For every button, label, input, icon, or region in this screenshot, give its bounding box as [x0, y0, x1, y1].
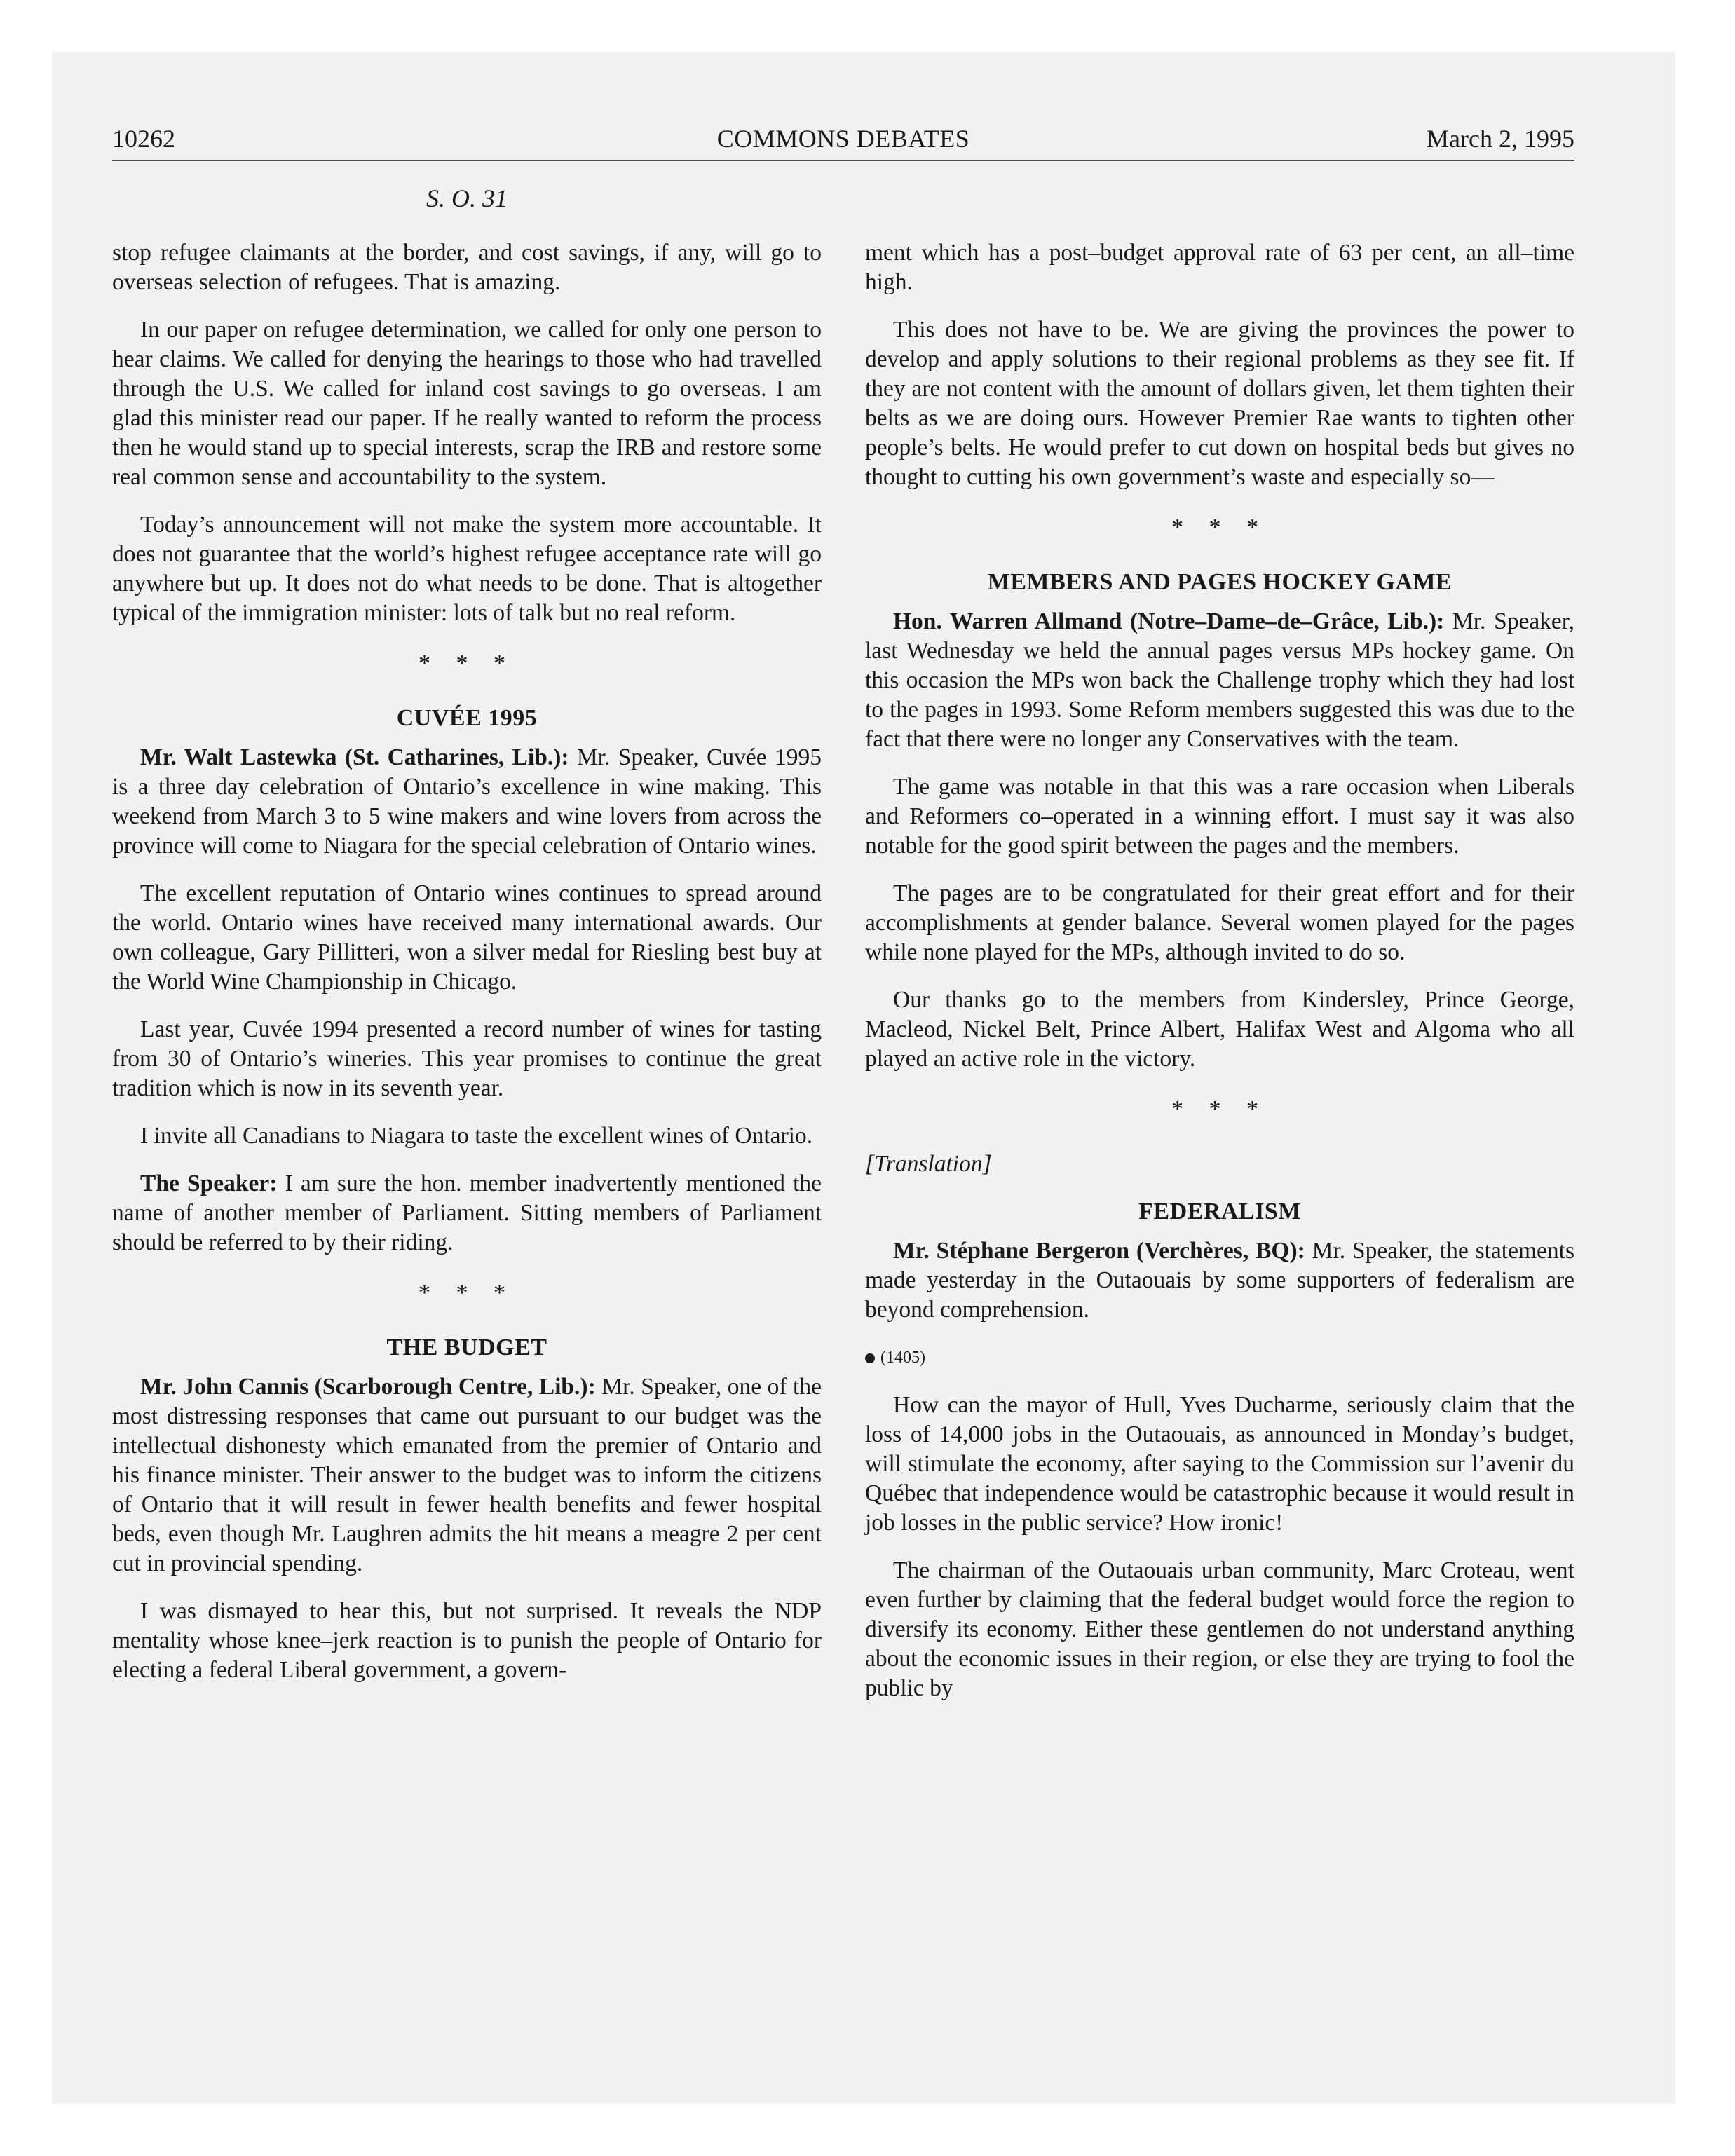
publication-date: March 2, 1995	[1427, 125, 1574, 153]
section-heading-federalism: FEDERALISM	[1138, 1199, 1301, 1224]
paragraph: Last year, Cuvée 1994 presented a record number of wines for tasting from 30 of Ontario’s wineries. This year promises to continue the great tradition which is now in its seventh year.	[112, 1016, 822, 1101]
section-heading-cuvee: CUVÉE 1995	[396, 705, 538, 731]
paragraph: The chairman of the Outaouais urban community, Marc Croteau, went even further by claiming that the federal budget would force the region to diversify its economy. Either these gentlemen do not understand anything about the economic issues in their region, or else they are trying to fool the public by	[865, 1557, 1574, 1701]
paragraph	[865, 607, 1574, 754]
speech-text: I am sure the hon. member inadvertently mentioned the name of another member of Parliament. Sitting members of Parliament should be referred to by their riding.	[112, 1171, 822, 1255]
paragraph: ment which has a post–budget approval rate of 63 per cent, an all–time high.	[865, 240, 1574, 295]
section-reference: S. O. 31	[426, 184, 508, 212]
paragraph	[112, 743, 822, 861]
page-number: 10262	[112, 125, 175, 153]
speaker-name: The Speaker:	[140, 1171, 278, 1196]
paragraph: This does not have to be. We are giving the provinces the power to develop and apply solutions to their regional problems as they see fit. If they are not content with the amount of dollars given, let them tighten their belts as we are doing ours. However Premier Rae wants to tighten other people’s belts. He would prefer to cut down on hospital beds but gives no thought to cutting his own government’s waste and especially so—	[865, 317, 1574, 490]
right-column	[865, 238, 1574, 1721]
publication-title: COMMONS DEBATES	[716, 125, 970, 153]
paragraph: The pages are to be congratulated for their great effort and for their accomplishments at gender balance. Several women played for the pages while none played for the MPs, although invited to do so.	[865, 880, 1574, 965]
bullet-icon	[865, 1353, 875, 1363]
section-heading-hockey: MEMBERS AND PAGES HOCKEY GAME	[987, 569, 1452, 595]
paragraph	[112, 1372, 822, 1578]
section-separator: * * *	[1171, 514, 1268, 540]
speech-text: Mr. Speaker, one of the most distressing responses that came out pursuant to our budget was the intellectual dishonesty which emanated from the premier of Ontario and his finance minister. Their answer to the budget was to inform the citizens of Ontario that it will result in fewer health benefits and fewer hospital beds, even though Mr. Laughren admits the hit means a meagre 2 per cent cut in provincial spending.	[112, 1374, 822, 1576]
section-separator: * * *	[419, 650, 515, 676]
speech-text: Mr. Speaker, last Wednesday we held the annual pages versus MPs hockey game. On this occasion the MPs won back the Challenge trophy which they had lost to the pages in 1993. Some Reform members suggested this was due to the fact that there were no longer any Conservatives with the team.	[865, 608, 1574, 752]
paragraph: How can the mayor of Hull, Yves Ducharme, seriously claim that the loss of 14,000 jobs in the Outaouais, as announced in Monday’s budget, will stimulate the economy, after saying to the Commission sur l’avenir du Québec that independence would be catastrophic because it would result in job losses in the public service? How ironic!	[865, 1392, 1574, 1536]
translation-note: [Translation]	[865, 1151, 992, 1177]
paragraph: Our thanks go to the members from Kindersley, Prince George, Macleod, Nickel Belt, Prince Albert, Halifax West and Algoma who all played an active role in the victory.	[865, 987, 1574, 1072]
speech-text: Mr. Speaker, Cuvée 1995 is a three day celebration of Ontario’s excellence in wine making. This weekend from March 3 to 5 wine makers and wine lovers from across the province will come to Niagara for the special celebration of Ontario wines.	[112, 744, 822, 859]
speaker-name: Mr. John Cannis (Scarborough Centre, Lib.):	[140, 1374, 596, 1400]
speaker-name: Mr. Stéphane Bergeron (Verchères, BQ):	[893, 1238, 1305, 1264]
left-column	[112, 238, 822, 1703]
paragraph	[112, 1169, 822, 1257]
paragraph: I invite all Canadians to Niagara to taste the excellent wines of Ontario.	[140, 1123, 813, 1149]
page-header	[112, 118, 1574, 161]
speaker-name: Mr. Walt Lastewka (St. Catharines, Lib.):	[140, 744, 569, 770]
paragraph: The game was notable in that this was a rare occasion when Liberals and Reformers co–operated in a winning effort. I must say it was also notable for the good spirit between the pages and the members.	[865, 774, 1574, 859]
time-marker-text: (1405)	[880, 1349, 925, 1367]
time-marker	[865, 1343, 1574, 1372]
paragraph: In our paper on refugee determination, we called for only one person to hear claims. We called for denying the hearings to those who had travelled through the U.S. We called for inland cost savings to go overseas. I am glad this minister read our paper. If he really wanted to reform the process then he would stand up to special interests, scrap the IRB and restore some real common sense and accountability to the system.	[112, 317, 822, 490]
paragraph: The excellent reputation of Ontario wines continues to spread around the world. Ontario wines have received many international awards. Our own colleague, Gary Pillitteri, won a silver medal for Riesling best buy at the World Wine Championship in Chicago.	[112, 880, 822, 995]
section-separator: * * *	[419, 1280, 515, 1306]
section-heading-budget: THE BUDGET	[386, 1335, 547, 1360]
paragraph: I was dismayed to hear this, but not surprised. It reveals the NDP mentality whose knee–jerk reaction is to punish the people of Ontario for electing a federal Liberal government, a govern-	[112, 1598, 822, 1683]
paragraph: Today’s announcement will not make the system more accountable. It does not guarantee that the world’s highest refugee acceptance rate will go anywhere but up. It does not do what needs to be done. That is altogether typical of the immigration minister: lots of talk but no real reform.	[112, 512, 822, 626]
speaker-name: Hon. Warren Allmand (Notre–Dame–de–Grâce, Lib.):	[893, 608, 1445, 634]
paragraph: stop refugee claimants at the border, and cost savings, if any, will go to overseas selection of refugees. That is amazing.	[112, 240, 822, 295]
speech-text: Mr. Speaker, the statements made yesterday in the Outaouais by some supporters of federalism are beyond comprehension.	[865, 1238, 1574, 1323]
section-separator: * * *	[1171, 1096, 1268, 1122]
paragraph	[865, 1236, 1574, 1325]
